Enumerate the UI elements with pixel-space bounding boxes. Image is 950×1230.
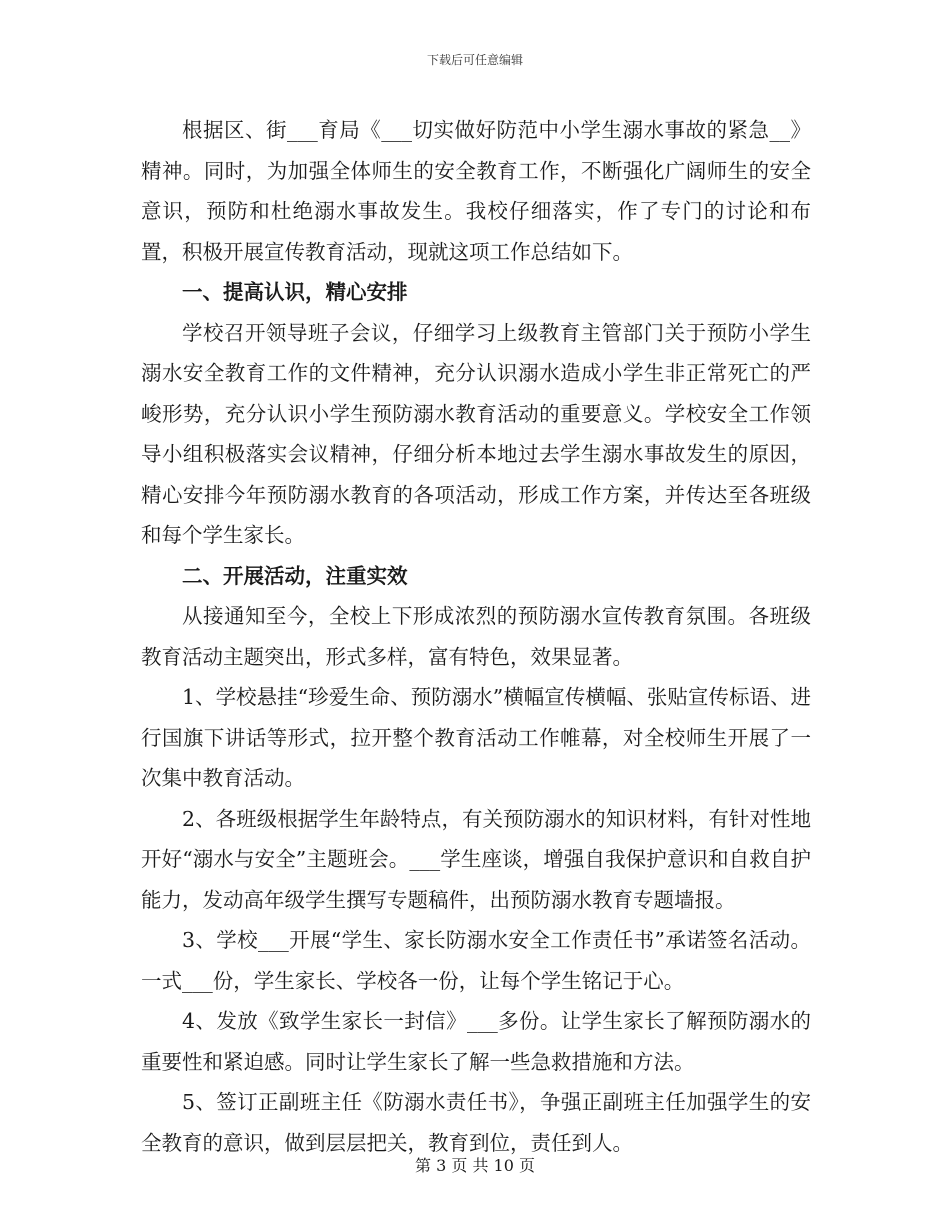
list-item-1: 1、学校悬挂“珍爱生命、预防溺水”横幅宣传横幅、张贴宣传标语、进行国旗下讲话等形式，拉开整个教育活动工作帷幕，对全校师生开展了一次集中教育活动。 — [141, 685, 811, 790]
document-body — [141, 110, 811, 1163]
section-2-paragraph: 从接通知至今，全校上下形成浓烈的预防溺水宣传教育氛围。各班级教育活动主题突出，形式多样，富有特色，效果显著。 — [141, 604, 811, 669]
section-heading-1: 一、提高认识，精心安排 — [182, 280, 408, 304]
list-item-2: 2、各班级根据学生年龄特点，有关预防溺水的知识材料，有针对性地开好“溺水与安全”主题班会。___学生座谈，增强自我保护意识和自救自护能力，发动高年级学生撰写专题稿件，出预防溺水教育专题墙报。 — [141, 806, 811, 912]
section-heading-2: 二、开展活动，注重实效 — [182, 563, 408, 588]
section-1-paragraph: 学校召开领导班子会议，仔细学习上级教育主管部门关于预防小学生溺水安全教育工作的文件精神，充分认识溺水造成小学生非正常死亡的严峻形势，充分认识小学生预防溺水教育活动的重要意义。学校安全工作领导小组积极落实会议精神，仔细分析本地过去学生溺水事故发生的原因，精心安排今年预防溺水教育的各项活动，形成工作方案，并传达至各班级和每个学生家长。 — [141, 320, 811, 547]
list-item-5: 5、签订正副班主任《防溺水责任书》，争强正副班主任加强学生的安全教育的意识，做到层层把关，教育到位，责任到人。 — [141, 1090, 811, 1155]
list-item-4: 4、发放《致学生家长一封信》___多份。让学生家长了解预防溺水的重要性和紧迫感。同时让学生家长了解一些急救措施和方法。 — [141, 1009, 811, 1074]
page-header: 下载后可任意编辑 — [426, 53, 523, 67]
intro-paragraph: 根据区、街___育局《___切实做好防范中小学生溺水事故的紧急__》精神。同时，为加强全体师生的安全教育工作，不断强化广阔师生的安全意识，预防和杜绝溺水事故发生。我校仔细落实，作了专门的讨论和布置，积极开展宣传教育活动，现就这项工作总结如下。 — [141, 118, 811, 264]
page-number: 第 3 页 共 10 页 — [415, 1156, 535, 1175]
list-item-3: 3、学校___开展“学生、家长防溺水安全工作责任书”承诺签名活动。一式___份，学生家长、学校各一份，让每个学生铭记于心。 — [141, 928, 811, 993]
